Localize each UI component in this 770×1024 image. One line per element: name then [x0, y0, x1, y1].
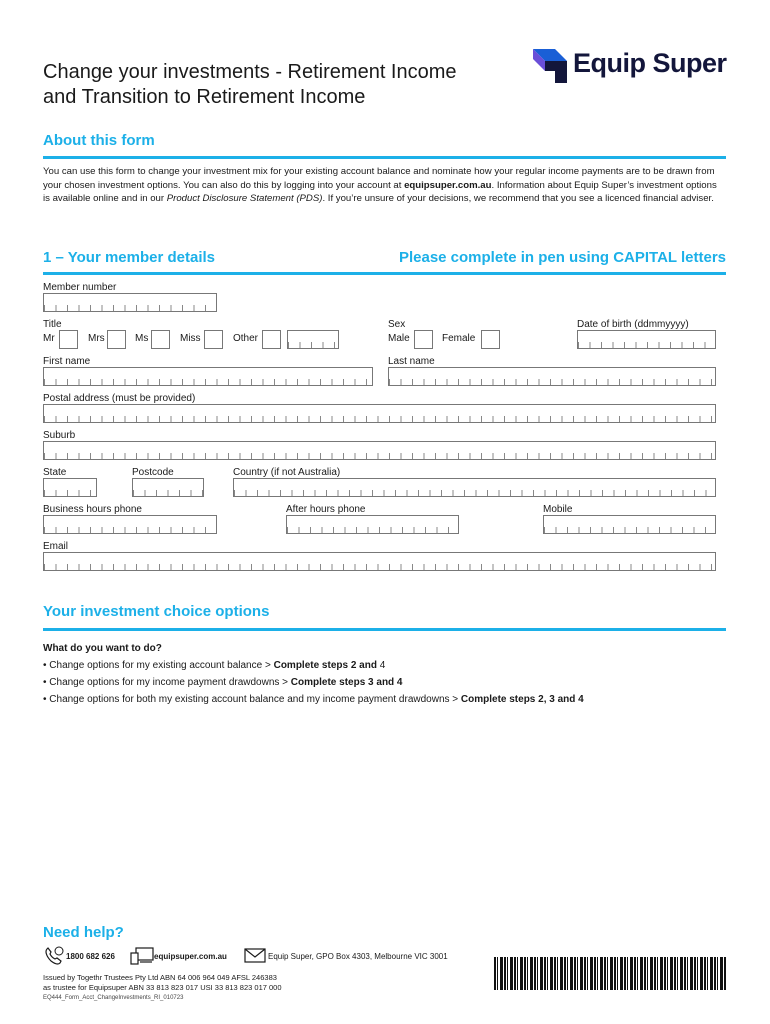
state-label: State — [43, 467, 67, 478]
logo-text: Equip Super — [573, 48, 727, 78]
mobile-field[interactable] — [543, 515, 716, 534]
logo-mark-icon — [533, 49, 569, 83]
contact-row — [43, 946, 483, 966]
sex-label: Sex — [388, 319, 406, 330]
form-code: EQ444_Form_Acct_ChangeInvestments_RI_010723 — [43, 995, 184, 1001]
investment-options — [43, 640, 726, 708]
list-item: • Change options for both my existing account balance and my income payment drawdowns > Complete steps 2, 3 and 4 — [43, 694, 584, 705]
suburb-label: Suburb — [43, 430, 76, 441]
list-item: • Change options for my existing account balance > Complete steps 2 and 4 — [43, 660, 386, 671]
last-name-field[interactable] — [388, 367, 716, 386]
dob-field[interactable] — [577, 330, 716, 349]
first-name-field[interactable] — [43, 367, 373, 386]
help-phone[interactable]: 1800 682 626 — [66, 952, 115, 961]
member-number-label: Member number — [43, 282, 117, 293]
business-phone-field[interactable] — [43, 515, 217, 534]
email-field[interactable] — [43, 552, 716, 571]
investment-question: What do you want to do? — [43, 643, 162, 654]
male-checkbox[interactable] — [414, 330, 433, 349]
after-hours-phone-label: After hours phone — [286, 504, 366, 515]
female-label: Female — [442, 333, 476, 344]
postcode-field[interactable] — [132, 478, 204, 497]
business-phone-label: Business hours phone — [43, 504, 142, 515]
issuer-text: Issued by Togethr Trustees Pty Ltd ABN 64 006 964 049 AFSL 246383 as trustee for Equipsuper ABN 33 813 823 017 USI 33 813 823 017 000 — [43, 973, 282, 992]
website-link[interactable]: equipsuper.com.au — [404, 179, 492, 191]
after-hours-phone-field[interactable] — [286, 515, 459, 534]
mobile-label: Mobile — [543, 504, 573, 515]
postal-address-field[interactable] — [43, 404, 716, 423]
last-name-label: Last name — [388, 356, 435, 367]
investment-heading: Your investment choice options — [43, 603, 270, 620]
about-heading: About this form — [43, 132, 155, 149]
about-divider — [43, 156, 726, 159]
other-checkbox[interactable] — [262, 330, 281, 349]
first-name-label: First name — [43, 356, 91, 367]
miss-checkbox[interactable] — [204, 330, 223, 349]
other-label: Other — [233, 333, 259, 344]
page-title: Change your investments - Retirement Income and Transition to Retirement Income — [43, 61, 457, 108]
mr-checkbox[interactable] — [59, 330, 78, 349]
help-website[interactable]: equipsuper.com.au — [154, 952, 227, 961]
country-label: Country (if not Australia) — [233, 467, 341, 478]
equip-super-logo — [533, 46, 728, 86]
section1-heading: 1 – Your member details — [43, 249, 216, 266]
phone-icon — [43, 946, 65, 966]
section1-divider — [43, 272, 726, 275]
mrs-checkbox[interactable] — [107, 330, 126, 349]
ms-label: Ms — [135, 333, 149, 344]
about-text: You can use this form to change your investment mix for your existing account balance and nominate how your regular income payments are to be drawn from your chosen investment options. You can also do this by logging into your account at equipsuper.com.au. Information about Equip Super’s investment options is available online and in our Product Disclosure Statement (PDS). If you’re unsure of your decisions, we recommend that you see a licenced financial adviser. — [43, 166, 717, 204]
miss-label: Miss — [180, 333, 201, 344]
female-checkbox[interactable] — [481, 330, 500, 349]
devices-icon — [130, 947, 154, 965]
member-number-field[interactable] — [43, 293, 217, 312]
barcode — [494, 957, 727, 990]
male-label: Male — [388, 333, 410, 344]
postcode-label: Postcode — [132, 467, 174, 478]
help-address: Equip Super, GPO Box 4303, Melbourne VIC 3001 — [268, 952, 448, 961]
list-item: • Change options for my income payment drawdowns > Complete steps 3 and 4 — [43, 677, 403, 688]
mrs-label: Mrs — [88, 333, 105, 344]
state-field[interactable] — [43, 478, 97, 497]
title-label: Title — [43, 319, 62, 330]
mail-icon — [244, 948, 266, 963]
suburb-field[interactable] — [43, 441, 716, 460]
email-label: Email — [43, 541, 69, 552]
section1-instruction: Please complete in pen using CAPITAL letters — [398, 249, 726, 266]
country-field[interactable] — [233, 478, 716, 497]
mr-label: Mr — [43, 333, 55, 344]
postal-address-label: Postal address (must be provided) — [43, 393, 196, 404]
other-title-field[interactable] — [287, 330, 339, 349]
dob-label: Date of birth (ddmmyyyy) — [577, 319, 689, 330]
investment-divider — [43, 628, 726, 631]
ms-checkbox[interactable] — [151, 330, 170, 349]
need-help-heading: Need help? — [43, 924, 124, 941]
